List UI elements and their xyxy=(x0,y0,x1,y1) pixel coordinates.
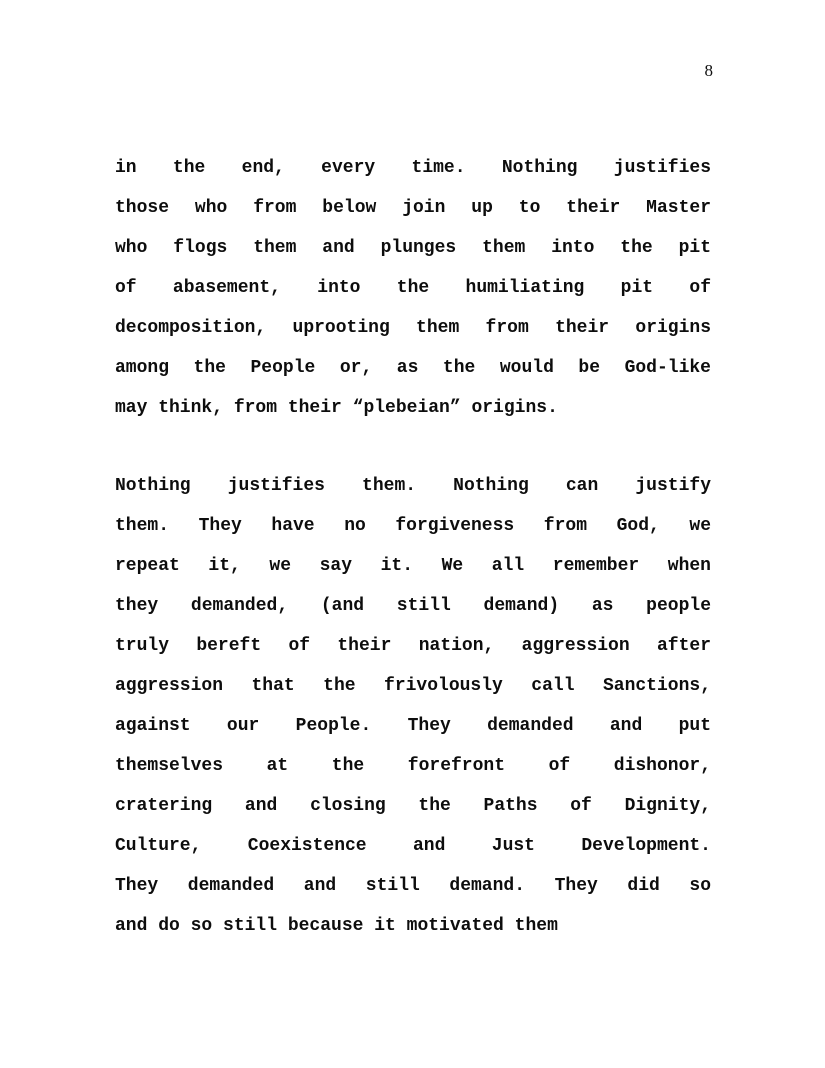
page-body-text xyxy=(115,148,711,946)
text-line: them. They have no forgiveness from God, we xyxy=(115,516,711,536)
text-line: aggression that the frivolously call Sanctions, xyxy=(115,676,711,696)
text-line: decomposition, uprooting them from their origins xyxy=(115,318,711,338)
text-line: Culture, Coexistence and Just Development. xyxy=(115,836,711,856)
text-line: of abasement, into the humiliating pit of xyxy=(115,278,711,298)
text-line: They demanded and still demand. They did so xyxy=(115,876,711,896)
text-line: who flogs them and plunges them into the pit xyxy=(115,238,711,258)
text-line: truly bereft of their nation, aggression after xyxy=(115,636,711,656)
text-line: cratering and closing the Paths of Dignity, xyxy=(115,796,711,816)
text-line: those who from below join up to their Master xyxy=(115,198,711,218)
text-line: may think, from their “plebeian” origins. xyxy=(115,398,558,418)
paragraph xyxy=(115,466,711,946)
text-line: repeat it, we say it. We all remember when xyxy=(115,556,711,576)
page-number: 8 xyxy=(704,61,713,80)
text-line: and do so still because it motivated them xyxy=(115,916,558,936)
text-line: themselves at the forefront of dishonor, xyxy=(115,756,711,776)
text-line: against our People. They demanded and put xyxy=(115,716,711,736)
text-line: among the People or, as the would be God-like xyxy=(115,358,711,378)
text-line: in the end, every time. Nothing justifies xyxy=(115,158,711,178)
text-line: they demanded, (and still demand) as people xyxy=(115,596,711,616)
text-line: Nothing justifies them. Nothing can justify xyxy=(115,476,711,496)
paragraph xyxy=(115,148,711,428)
